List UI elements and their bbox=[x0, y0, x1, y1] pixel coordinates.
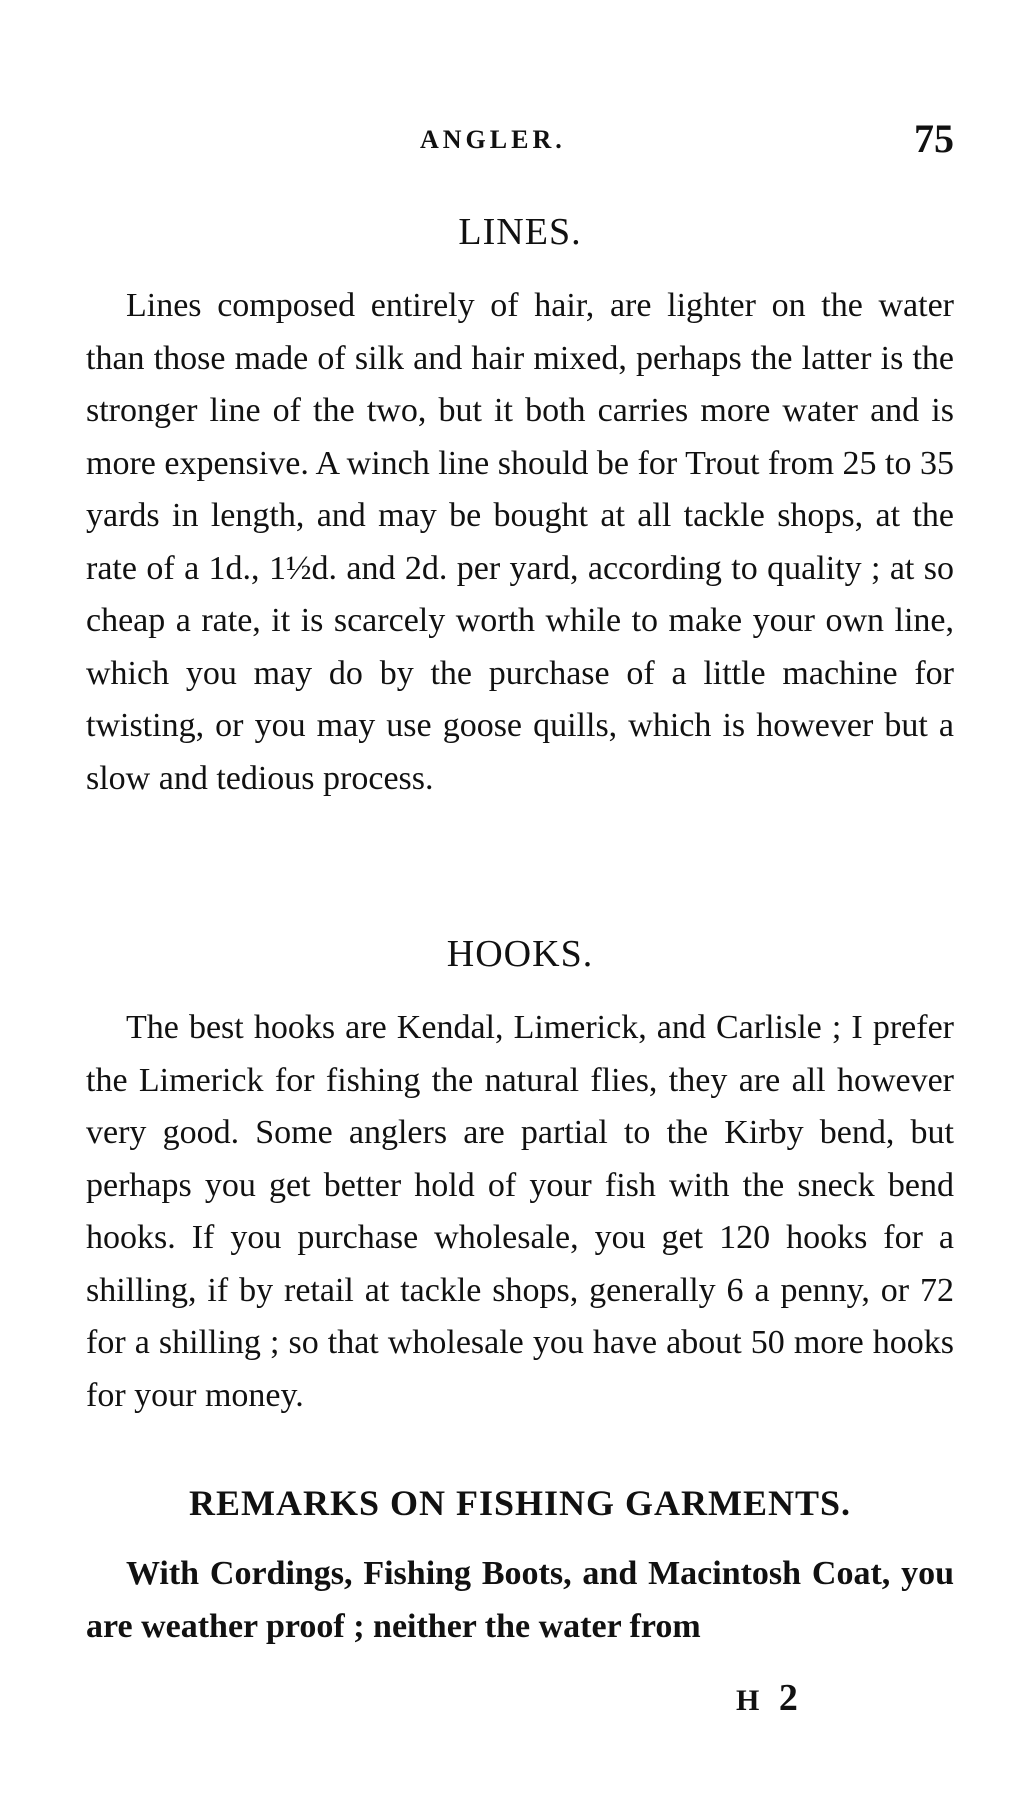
section-garments bbox=[86, 1482, 954, 1653]
section-lines bbox=[86, 210, 954, 805]
section-paragraph-hooks: The best hooks are Kendal, Limerick, and Carlisle ; I prefer the Limerick for fishing the natural flies, they are all however very good. Some anglers are partial to the Kirby bend, but perhaps you get better hold of your fish with the sneck bend hooks. If you purchase wholesale, you get 120 hooks for a shilling, if by retail at tackle shops, generally 6 a penny, or 72 for a shilling ; so that wholesale you have about 50 more hooks for your money. bbox=[86, 1009, 954, 1414]
running-head bbox=[0, 115, 1024, 165]
running-title: ANGLER. bbox=[420, 125, 566, 154]
signature-number: 2 bbox=[778, 1677, 804, 1719]
page-number: 75 bbox=[914, 116, 954, 161]
signature-letter: H bbox=[736, 1684, 766, 1717]
section-paragraph-garments: With Cordings, Fishing Boots, and Macintosh Coat, you are weather proof ; neither the water from bbox=[86, 1555, 954, 1645]
signature-mark bbox=[736, 1676, 804, 1720]
section-paragraph-lines: Lines composed entirely of hair, are lighter on the water than those made of silk and hair mixed, perhaps the latter is the stronger line of the two, but it both carries more water and is more expensive. A winch line should be for Trout from 25 to 35 yards in length, and may be bought at all tackle shops, at the rate of a 1d., 1½d. and 2d. per yard, according to quality ; at so cheap a rate, it is scarcely worth while to make your own line, which you may do by the purchase of a little machine for twisting, or you may use goose quills, which is however but a slow and tedious process. bbox=[86, 287, 954, 797]
section-heading-garments: REMARKS ON FISHING GARMENTS. bbox=[188, 1483, 852, 1523]
section-hooks bbox=[86, 932, 954, 1422]
section-heading-hooks: HOOKS. bbox=[446, 933, 594, 975]
section-heading-lines: LINES. bbox=[458, 211, 582, 253]
